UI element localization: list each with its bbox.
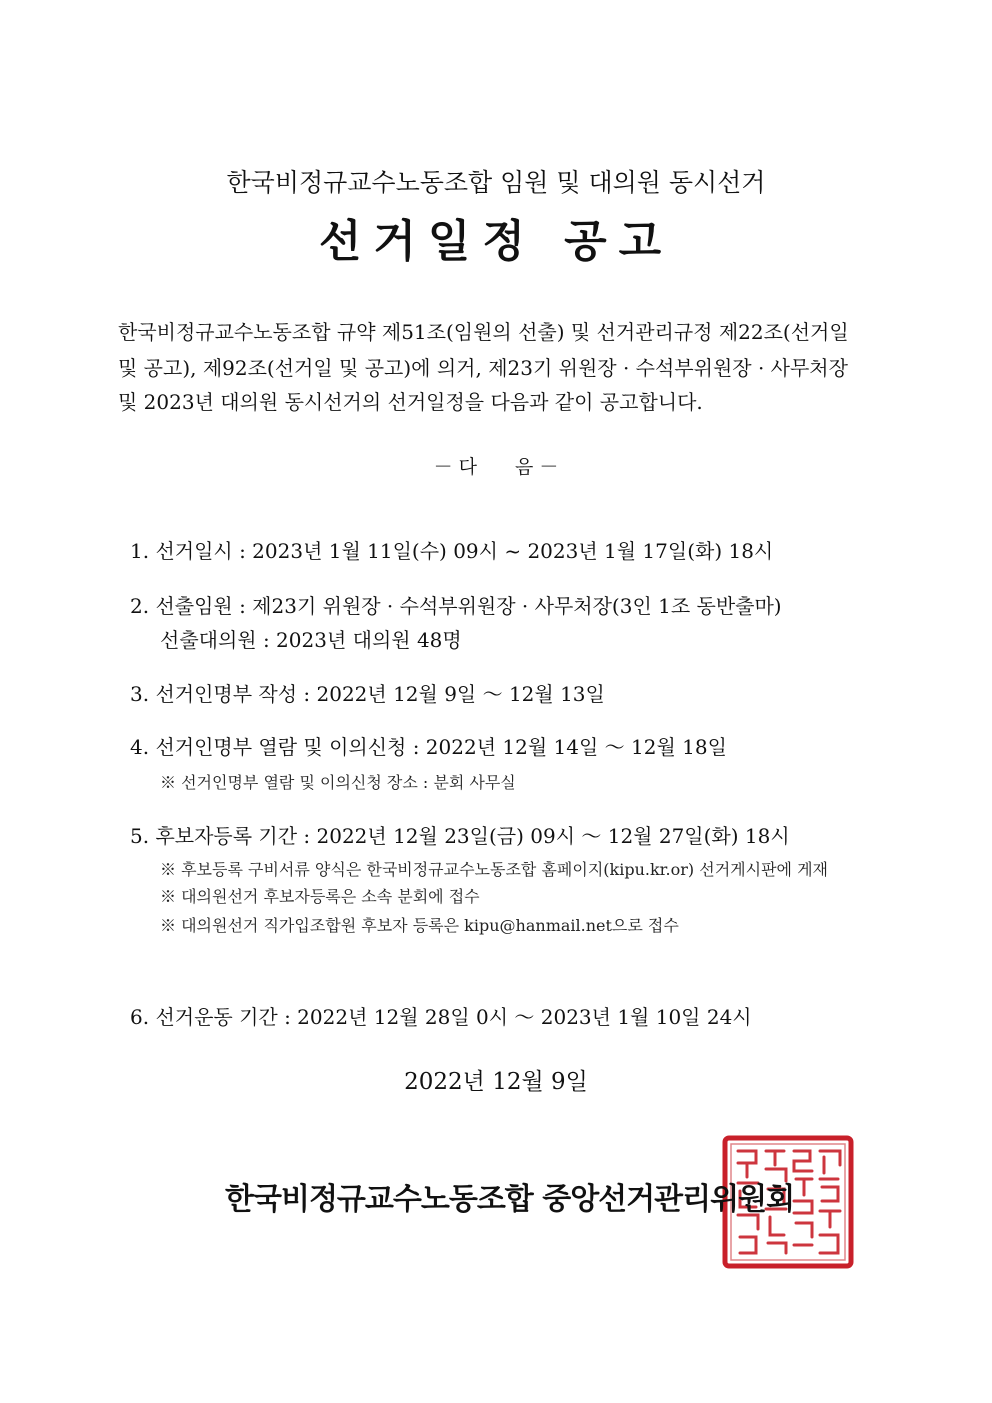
intro-line-2: 및 공고), 제92조(선거일 및 공고)에 의거, 제23기 위원장 · 수석부위원장 · 사무처장 bbox=[118, 356, 848, 380]
schedule-item-2-sub: 선출대의원 : 2023년 대의원 48명 bbox=[160, 628, 462, 652]
intro-line-3: 및 2023년 대의원 동시선거의 선거일정을 다음과 같이 공고합니다. bbox=[118, 390, 703, 414]
document-subtitle: 한국비정규교수노동조합 임원 및 대의원 동시선거 bbox=[226, 168, 766, 197]
document-title: 선거일정 공고 bbox=[318, 216, 674, 267]
schedule-item-4-note: ※ 선거인명부 열람 및 이의신청 장소 : 분회 사무실 bbox=[160, 773, 516, 792]
schedule-item-6: 6. 선거운동 기간 : 2022년 12월 28일 0시 ～ 2023년 1월 10일 24시 bbox=[130, 1005, 752, 1029]
schedule-item-5-note-1: ※ 후보등록 구비서류 양식은 한국비정규교수노동조합 홈페이지(kipu.kr.or) 선거게시판에 게재 bbox=[160, 860, 828, 879]
schedule-item-5-note-2: ※ 대의원선거 후보자등록은 소속 분회에 접수 bbox=[160, 887, 480, 906]
schedule-item-1: 1. 선거일시 : 2023년 1월 11일(수) 09시 ~ 2023년 1월 17일(화) 18시 bbox=[130, 539, 774, 563]
schedule-item-4: 4. 선거인명부 열람 및 이의신청 : 2022년 12월 14일 ～ 12월 18일 bbox=[130, 735, 727, 759]
announcement-date: 2022년 12월 9일 bbox=[404, 1069, 588, 1095]
schedule-item-3: 3. 선거인명부 작성 : 2022년 12월 9일 ～ 12월 13일 bbox=[130, 682, 605, 706]
schedule-item-2: 2. 선출임원 : 제23기 위원장 · 수석부위원장 · 사무처장(3인 1조 동반출마) bbox=[130, 594, 782, 618]
schedule-item-5: 5. 후보자등록 기간 : 2022년 12월 23일(금) 09시 ～ 12월 27일(화) 18시 bbox=[130, 824, 790, 848]
intro-line-1: 한국비정규교수노동조합 규약 제51조(임원의 선출) 및 선거관리규정 제22조(선거일 bbox=[118, 320, 849, 344]
schedule-item-5-note-3: ※ 대의원선거 직가입조합원 후보자 등록은 kipu@hanmail.net으로 접수 bbox=[160, 916, 679, 935]
section-separator: － 다 음 － bbox=[433, 456, 559, 478]
organization-name: 한국비정규교수노동조합 중앙선거관리위원회 bbox=[225, 1182, 795, 1217]
